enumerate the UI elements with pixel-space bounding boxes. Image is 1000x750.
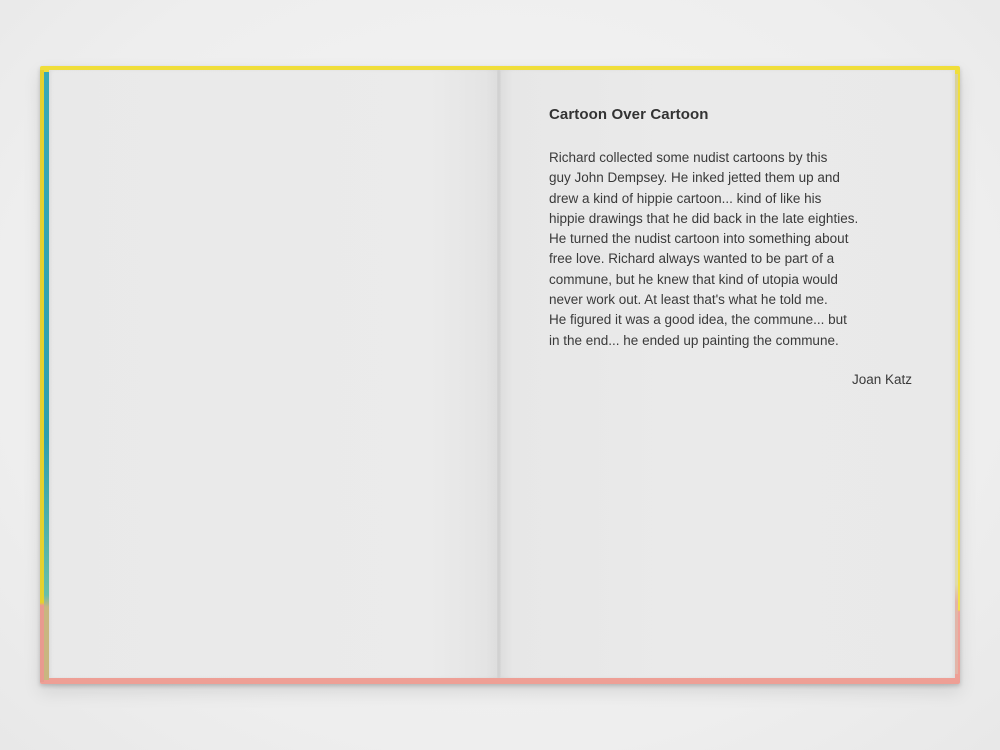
left-page-blank — [49, 70, 499, 678]
author-signature: Joan Katz — [851, 372, 912, 387]
page-title: Cartoon Over Cartoon — [549, 106, 709, 123]
body-line: guy John Dempsey. He inked jetted them up and — [549, 170, 840, 186]
page-stack-edge — [955, 74, 958, 674]
body-line: Richard collected some nudist cartoons by this — [549, 150, 828, 165]
body-line: He figured it was a good idea, the commune... but — [549, 312, 847, 328]
body-text — [549, 148, 929, 351]
book-gutter — [497, 70, 501, 678]
body-line: free love. Richard always wanted to be part of a — [549, 251, 835, 267]
body-line: He turned the nudist cartoon into something about — [549, 231, 849, 247]
body-line: drew a kind of hippie cartoon... kind of like his — [549, 190, 822, 206]
body-line: commune, but he knew that kind of utopia would — [549, 271, 838, 287]
body-line: never work out. At least that's what he told me. — [549, 292, 828, 308]
body-line: in the end... he ended up painting the commune. — [549, 332, 839, 348]
body-line: hippie drawings that he did back in the late eighties. — [549, 210, 859, 226]
